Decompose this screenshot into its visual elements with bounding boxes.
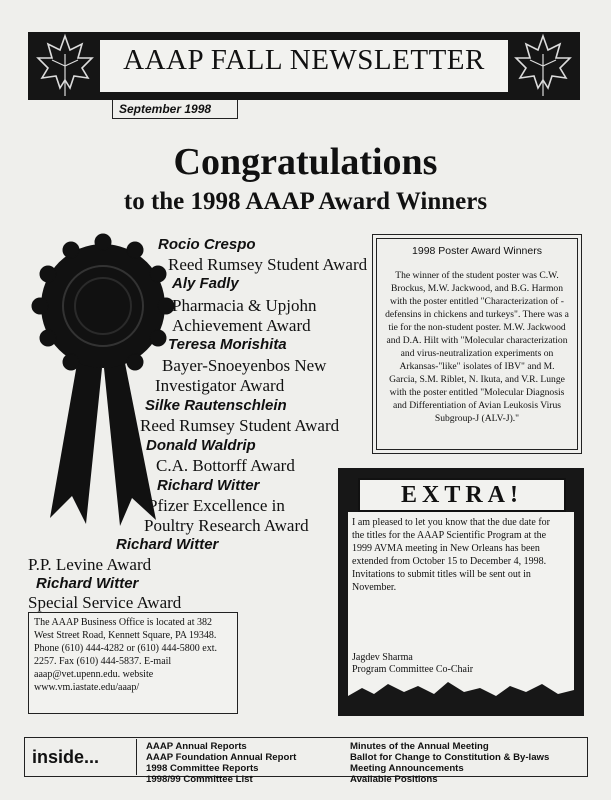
inside-column-left <box>146 741 296 785</box>
headline-subtitle: to the 1998 AAAP Award Winners <box>123 188 488 215</box>
signer-title: Program Committee Co-Chair <box>352 664 474 675</box>
inside-item: Available Positions <box>350 774 438 785</box>
maple-leaf-icon <box>30 30 100 100</box>
winner-award: Pfizer Excellence in <box>148 496 285 515</box>
winner-award: Poultry Research Award <box>144 516 309 535</box>
winner-name: Richard Witter <box>116 536 219 553</box>
poster-award-box <box>372 234 582 454</box>
inside-item: 1998 Committee Reports <box>146 763 259 774</box>
extra-label: EXTRA! <box>358 478 566 512</box>
headline-congratulations: Congratulations <box>173 141 438 183</box>
inside-item: AAAP Annual Reports <box>146 741 247 752</box>
signer-name: Jagdev Sharma <box>352 652 413 663</box>
winner-name: Silke Rautenschlein <box>145 397 287 414</box>
inside-item: 1998/99 Committee List <box>146 774 253 785</box>
poster-award-title: 1998 Poster Award Winners <box>412 245 542 257</box>
extra-signature <box>352 652 564 676</box>
winner-name: Donald Waldrip <box>146 437 256 454</box>
newsletter-title: AAAP FALL NEWSLETTER <box>123 44 485 76</box>
inside-item: Ballot for Change to Constitution & By-laws <box>350 752 550 763</box>
winner-award: P.P. Levine Award <box>28 555 152 574</box>
inside-item: Meeting Announcements <box>350 763 464 774</box>
winner-name: Richard Witter <box>36 575 139 592</box>
poster-award-text: The winner of the student poster was C.W. Brockus, M.W. Jackwood, and B.G. Harmon with the poster entitled "Characterization of -defensins in chickens and turkeys". There was a tie for the non-student poster. M.W. Jackwood and D.A. Hilt with "Molecular characterization and virus-neutralization experiments on Arkansas-"like" isolates of IBV" and M. Garcia, S.M. Riblet, N. Ikuta, and V.R. Lunge with the poster entitled "Molecular Diagnosis and Differentiation of Avian Leukosis Virus Subgroup-J (ALV-J)." <box>385 270 569 424</box>
winner-name: Teresa Morishita <box>168 336 287 353</box>
winner-award: Reed Rumsey Student Award <box>140 416 340 435</box>
winner-name: Richard Witter <box>157 477 260 494</box>
inside-column-right <box>350 741 549 785</box>
extra-announcement-box <box>338 468 584 716</box>
business-office-box: The AAAP Business Office is located at 382 West Street Road, Kennett Square, PA 19348. Phone (610) 444-4282 or (610) 444-5800 ext. 2257. Fax (610) 444-5837. E-mail aaap@vet.upenn.edu. website www.vm.iastate.edu/aaap/ <box>28 612 238 714</box>
winner-award: Bayer-Snoeyenbos New <box>162 356 327 375</box>
winner-award: Achievement Award <box>172 316 311 335</box>
maple-leaf-icon <box>508 30 578 100</box>
winner-name: Rocio Crespo <box>158 236 256 253</box>
issue-date: September 1998 <box>112 100 238 119</box>
divider <box>136 739 137 775</box>
inside-item: AAAP Foundation Annual Report <box>146 752 297 763</box>
winner-award: C.A. Bottorff Award <box>156 456 295 475</box>
inside-item: Minutes of the Annual Meeting <box>350 741 489 752</box>
mountains-icon <box>348 680 574 706</box>
winner-award: Special Service Award <box>28 593 182 612</box>
winner-award: Investigator Award <box>155 376 285 395</box>
winner-award: Reed Rumsey Student Award <box>168 255 368 274</box>
winner-award: Pharmacia & Upjohn <box>172 296 317 315</box>
extra-text: I am pleased to let you know that the due date for the titles for the AAAP Scientific Program at the 1999 AVMA meeting in New Orleans has been extended from October 15 to December 4, 1998. Invitations to submit titles will be sent out in November. <box>352 517 550 593</box>
winner-name: Aly Fadly <box>172 275 239 292</box>
inside-label: inside... <box>32 747 100 767</box>
